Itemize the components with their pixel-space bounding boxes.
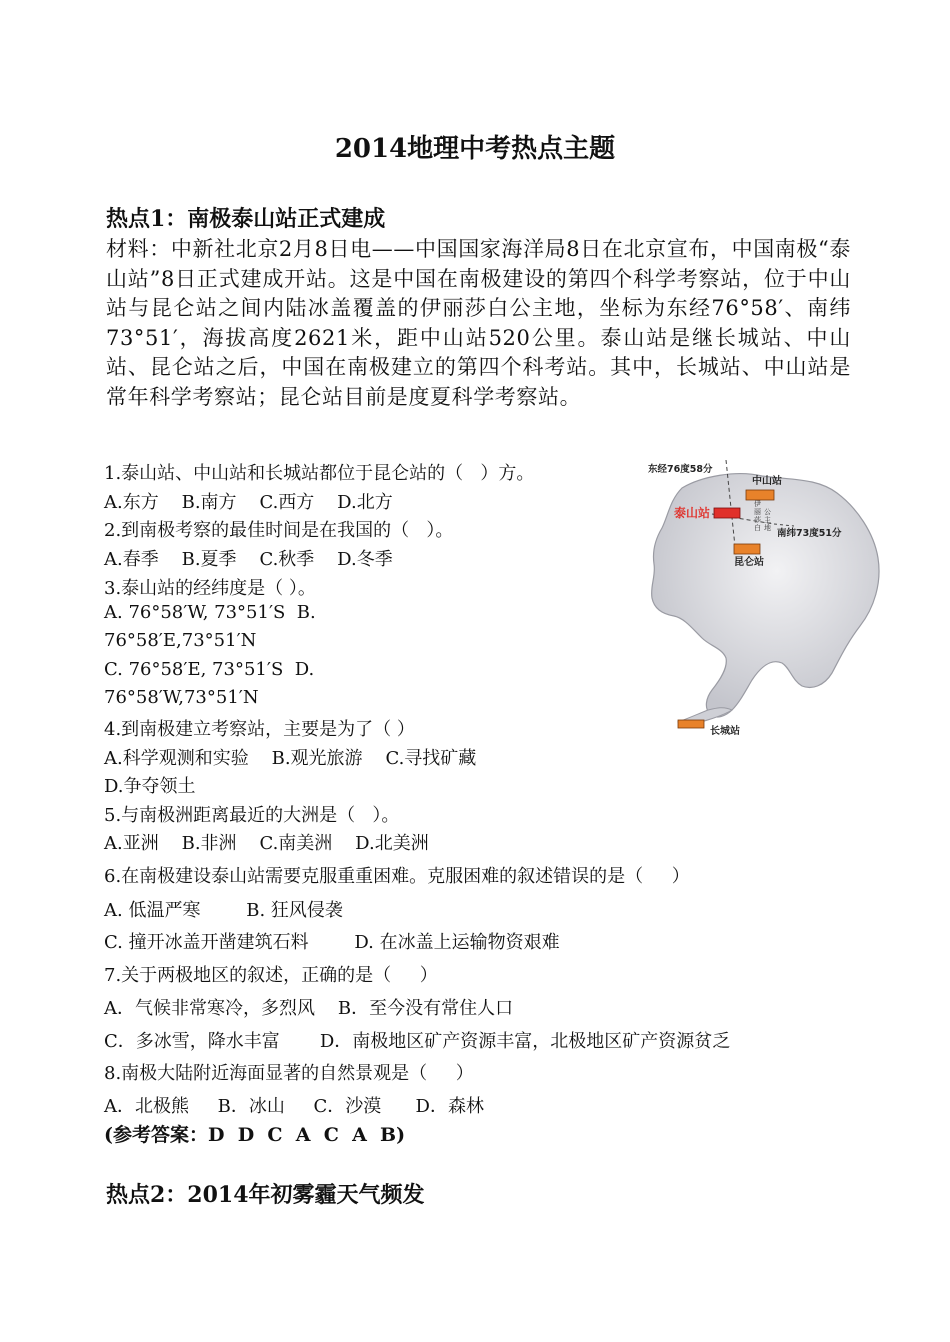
- hotspot-1-material: 材料：中新社北京2月8日电——中国国家海洋局8日在北京宣布，中国南极“泰山站”8日正式建成开站。这是中国在南极建设的第四个科学考察站，位于中山站与昆仑站之间内陆冰盖覆盖的伊丽莎白公主地，坐标为东经76°58′、南纬73°51′，海拔高度2621米，距中山站520公里。泰山站是继长城站、中山站、昆仑站之后，中国在南极建立的第四个科考站。其中，长城站、中山站是常年科学考察站；昆仑站目前是度夏科学考察站。: [106, 237, 851, 409]
- reference-answers: (参考答案：D D C A C A B): [104, 1124, 406, 1146]
- changcheng-station-marker: [678, 720, 704, 728]
- question-line: 76°58′W,73°51′N: [104, 687, 259, 708]
- antarctica-stations-map: [642, 458, 882, 740]
- question-line: 8.南极大陆附近海面显著的自然景观是（ ）: [104, 1063, 474, 1084]
- kunlun-station-marker: [734, 544, 760, 554]
- page-title: 2014地理中考热点主题: [334, 134, 616, 164]
- question-line: 6.在南极建设泰山站需要克服重重困难。克服困难的叙述错误的是（ ）: [104, 866, 690, 887]
- question-line: 1.泰山站、中山站和长城站都位于昆仑站的（ ）方。: [104, 463, 535, 484]
- hotspot-2-heading: 热点2：2014年初雾霾天气频发: [106, 1182, 425, 1208]
- question-line: 4.到南极建立考察站，主要是为了（ ）: [104, 719, 415, 740]
- zhongshan-station-marker: [746, 490, 774, 500]
- question-line: C. 撞开冰盖开凿建筑石料 D. 在冰盖上运输物资艰难: [104, 932, 560, 953]
- question-line: 2.到南极考察的最佳时间是在我国的（ ）。: [104, 520, 454, 541]
- question-line: A.东方 B.南方 C.西方 D.北方: [104, 492, 393, 513]
- question-line: A．气候非常寒冷，多烈风 B．至今没有常住人口: [104, 998, 514, 1019]
- question-line: A.科学观测和实验 B.观光旅游 C.寻找矿藏: [104, 748, 477, 769]
- taishan-station-marker: [714, 508, 740, 518]
- taishan-label: 泰山站: [674, 506, 711, 520]
- changcheng-label: 长城站: [710, 726, 740, 737]
- question-line: C. 76°58′E, 73°51′S D.: [104, 659, 315, 680]
- elizabeth-land-label: 伊 丽 莎 白 公 主 地: [754, 500, 771, 532]
- question-line: 76°58′E,73°51′N: [104, 630, 257, 651]
- zhongshan-label: 中山站: [752, 476, 782, 487]
- kunlun-label: 昆仑站: [734, 557, 764, 568]
- question-line: 7.关于两极地区的叙述，正确的是（ ）: [104, 965, 438, 986]
- hotspot-1-heading: 热点1：南极泰山站正式建成: [106, 206, 386, 232]
- question-line: A.亚洲 B.非洲 C.南美洲 D.北美洲: [104, 833, 429, 854]
- question-line: 5.与南极洲距离最近的大洲是（ ）。: [104, 805, 400, 826]
- question-line: A. 76°58′W, 73°51′S B.: [104, 602, 316, 623]
- south-latitude-label: 南纬73度51分: [777, 528, 842, 539]
- question-line: A.春季 B.夏季 C.秋季 D.冬季: [104, 549, 393, 570]
- question-line: 3.泰山站的经纬度是（ ）。: [104, 578, 316, 599]
- question-line: A. 低温严寒 B. 狂风侵袭: [104, 900, 343, 921]
- question-line: D.争夺领土: [104, 776, 196, 797]
- question-line: A．北极熊 B．冰山 C．沙漠 D．森林: [104, 1096, 484, 1117]
- east-longitude-label: 东经76度58分: [648, 464, 713, 475]
- question-line: C．多冰雪，降水丰富 D．南极地区矿产资源丰富，北极地区矿产资源贫乏: [104, 1031, 731, 1052]
